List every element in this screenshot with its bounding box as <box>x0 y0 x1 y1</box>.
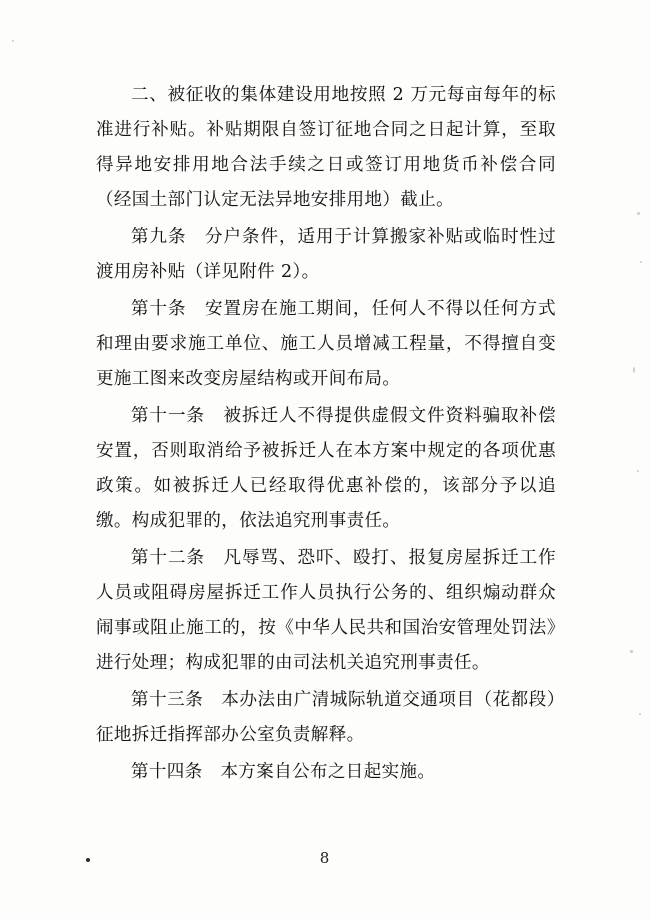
paragraph-article-12: 第十二条 凡辱骂、恐吓、殴打、报复房屋拆迁工作人员或阻碍房屋拆迁工作人员执行公务的、组织煽动群众闹事或阻止施工的，按《中华人民共和国治安管理处罚法》进行处理；构成犯罪的由司法机关追究刑事责任。 <box>96 548 556 673</box>
paragraph-article-14: 第十四条 本方案自公布之日起实施。 <box>131 762 436 782</box>
document-body <box>96 78 556 792</box>
paragraph-article-9: 第九条 分户条件，适用于计算搬家补贴或临时性过渡用房补贴（详见附件 2）。 <box>96 227 556 282</box>
scan-speckle <box>640 261 642 263</box>
paragraph-article-10: 第十条 安置房在施工期间，任何人不得以任何方式和理由要求施工单位、施工人员增减工程量，不得擅自变更施工图来改变房屋结构或开间布局。 <box>96 299 556 389</box>
scan-speckle <box>630 650 633 653</box>
page-footer <box>0 848 650 867</box>
scan-speckle <box>633 367 635 373</box>
scan-speckle <box>637 212 640 215</box>
scan-speckle <box>639 713 641 715</box>
scan-speckle <box>637 470 639 472</box>
paragraph-article-11: 第十一条 被拆迁人不得提供虚假文件资料骗取补偿安置，否则取消给予被拆迁人在本方案中规定的各项优惠政策。如被拆迁人已经取得优惠补偿的，该部分予以追缴。构成犯罪的，依法追究刑事责任。 <box>96 406 556 531</box>
scan-speckle <box>12 40 14 42</box>
page-number: 8 <box>319 849 331 867</box>
paragraph-article-13: 第十三条 本办法由广清城际轨道交通项目（花都段）征地拆迁指挥部办公室负责解释。 <box>96 690 556 745</box>
paragraph-clause-two: 二、被征收的集体建设用地按照 2 万元每亩每年的标准进行补贴。补贴期限自签订征地合同之日起计算，至取得异地安排用地合法手续之日或签订用地货币补偿合同（经国土部门认定无法异地安排用地）截止。 <box>96 85 556 210</box>
